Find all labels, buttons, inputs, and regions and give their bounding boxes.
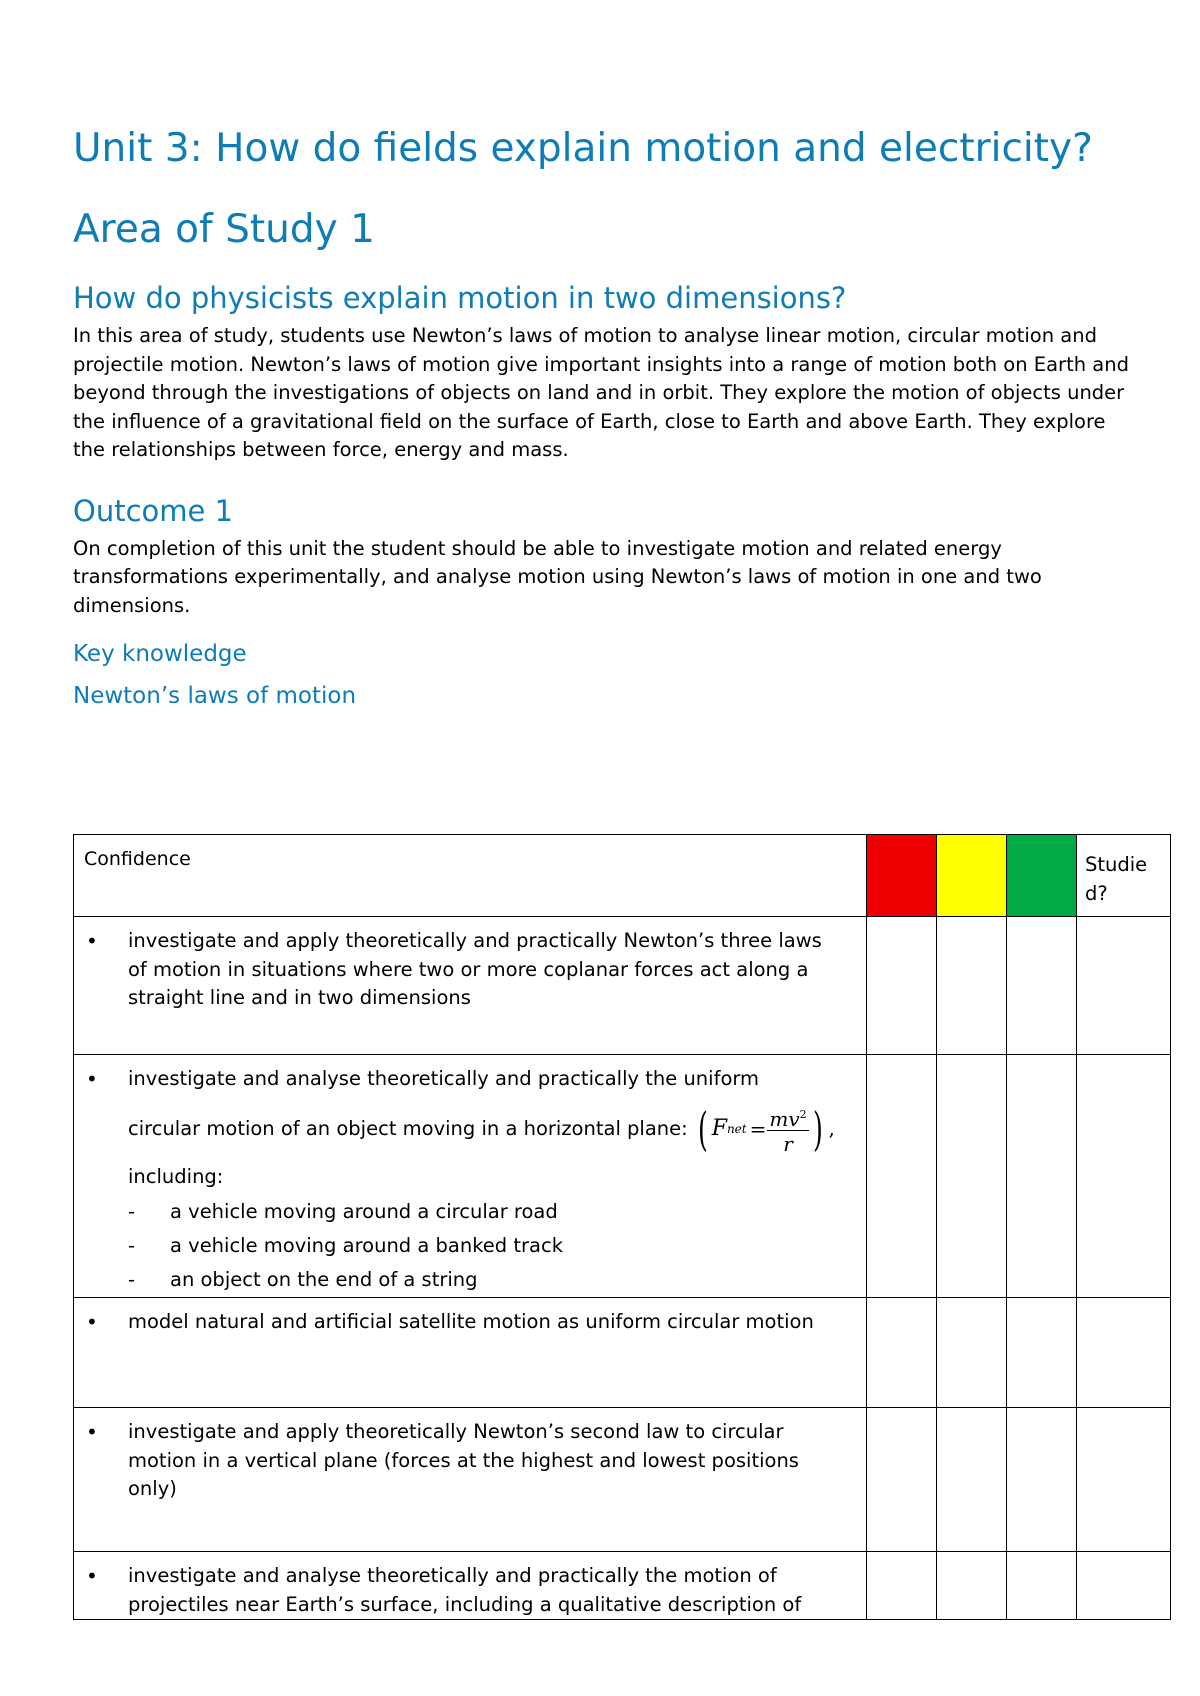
unit-title: Unit 3: How do fields explain motion and electricity?	[73, 126, 1093, 171]
document-page	[73, 120, 1173, 712]
bullet-icon: •	[86, 929, 98, 953]
bullet-icon: •	[86, 1310, 98, 1334]
yellow-confidence-swatch[interactable]	[937, 835, 1007, 917]
knowledge-cell	[74, 1408, 867, 1552]
newtons-laws-heading: Newton’s laws of motion	[73, 683, 357, 709]
including-label: including:	[128, 1164, 224, 1188]
table-row	[74, 917, 1171, 1055]
red-check-cell[interactable]	[867, 1552, 937, 1620]
list-item: - a vehicle moving around a circular road	[128, 1200, 558, 1223]
knowledge-cell	[74, 1055, 867, 1298]
knowledge-cell	[74, 917, 867, 1055]
green-check-cell[interactable]	[1007, 1408, 1077, 1552]
green-check-cell[interactable]	[1007, 917, 1077, 1055]
yellow-check-cell[interactable]	[937, 917, 1007, 1055]
formula-prefix: circular motion of an object moving in a horizontal plane:	[128, 1117, 688, 1140]
red-check-cell[interactable]	[867, 1298, 937, 1408]
green-check-cell[interactable]	[1007, 1055, 1077, 1298]
yellow-check-cell[interactable]	[937, 1408, 1007, 1552]
yellow-check-cell[interactable]	[937, 1298, 1007, 1408]
studied-check-cell[interactable]	[1077, 917, 1171, 1055]
green-check-cell[interactable]	[1007, 1298, 1077, 1408]
sub-item-list	[128, 1195, 836, 1297]
outcome-title: Outcome 1	[73, 493, 234, 528]
studied-check-cell[interactable]	[1077, 1055, 1171, 1298]
list-item: - a vehicle moving around a banked track	[128, 1234, 564, 1257]
area-question-title: How do physicists explain motion in two dimensions?	[73, 281, 847, 315]
formula-line	[128, 1104, 836, 1155]
area-of-study-title: Area of Study 1	[73, 207, 375, 252]
green-check-cell[interactable]	[1007, 1552, 1077, 1620]
knowledge-text: investigate and apply theoretically Newton’s second law to circular motion in a vertical plane (forces at the highest and lowest positions only)	[128, 1420, 799, 1500]
outcome-paragraph: On completion of this unit the student should be able to investigate motion and related energy transformations experimentally, and analyse motion using Newton’s laws of motion in one and two dimensions.	[73, 536, 1042, 617]
red-check-cell[interactable]	[867, 1408, 937, 1552]
intro-paragraph: In this area of study, students use Newton’s laws of motion to analyse linear motion, circular motion and projectile motion. Newton’s laws of motion give important insights into a range of motion both on Earth and beyond through the investigations of objects on land and in orbit. They explore the motion of objects under the influence of a gravitational field on the surface of Earth, close to Earth and above Earth. They explore the relationships between force, energy and mass.	[73, 324, 1129, 461]
knowledge-cell	[74, 1298, 867, 1408]
knowledge-cell	[74, 1552, 867, 1620]
yellow-check-cell[interactable]	[937, 1055, 1007, 1298]
bullet-icon: •	[86, 1420, 98, 1444]
studied-check-cell[interactable]	[1077, 1552, 1171, 1620]
red-confidence-swatch[interactable]	[867, 835, 937, 917]
table-row	[74, 1298, 1171, 1408]
centripetal-force-formula: ( F net = $\frac{mv^2}{r}$ ) ,	[697, 1102, 835, 1156]
red-check-cell[interactable]	[867, 1055, 937, 1298]
table-header-row	[74, 835, 1171, 917]
knowledge-text: investigate and apply theoretically and practically Newton’s three laws of motion in situations where two or more coplanar forces act along a straight line and in two dimensions	[128, 929, 822, 1009]
table-row	[74, 1408, 1171, 1552]
list-item: - an object on the end of a string	[128, 1268, 478, 1291]
table-row	[74, 1552, 1171, 1620]
studied-check-cell[interactable]	[1077, 1408, 1171, 1552]
bullet-icon: •	[86, 1067, 98, 1091]
knowledge-text: model natural and artificial satellite motion as uniform circular motion	[128, 1310, 814, 1333]
yellow-check-cell[interactable]	[937, 1552, 1007, 1620]
studied-label: Studied?	[1077, 835, 1171, 917]
confidence-table	[73, 834, 1171, 1620]
key-knowledge-heading: Key knowledge	[73, 641, 247, 667]
knowledge-text: investigate and analyse theoretically and practically the uniform	[128, 1067, 760, 1090]
knowledge-text: investigate and analyse theoretically and practically the motion of projectiles near Earth’s surface, including a qualitative description of	[128, 1564, 802, 1616]
confidence-label: Confidence	[74, 835, 867, 917]
table-row	[74, 1055, 1171, 1298]
red-check-cell[interactable]	[867, 917, 937, 1055]
bullet-icon: •	[86, 1564, 98, 1588]
green-confidence-swatch[interactable]	[1007, 835, 1077, 917]
studied-check-cell[interactable]	[1077, 1298, 1171, 1408]
